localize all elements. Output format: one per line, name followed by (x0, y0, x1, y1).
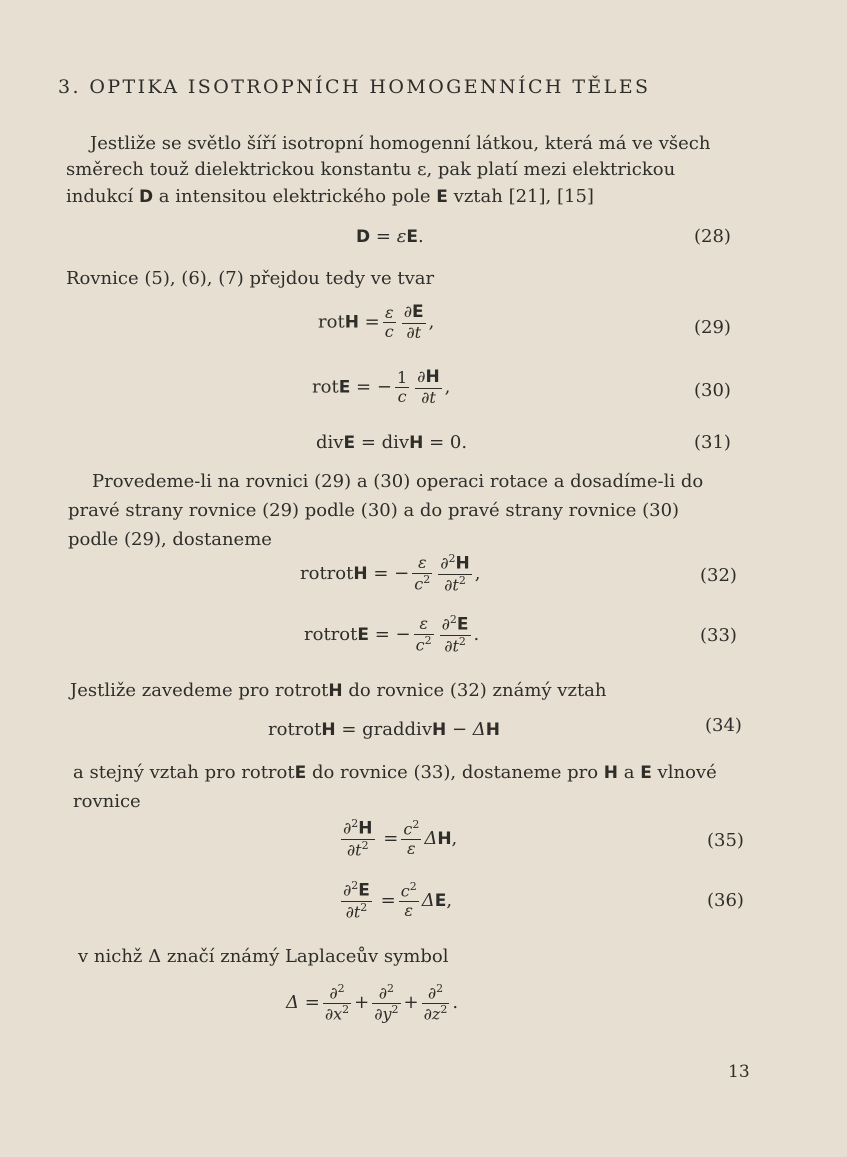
equation-28: D = εE. (356, 226, 424, 247)
paragraph-line: Jestliže zavedeme pro rotrotH do rovnice (32) známý vztah (70, 680, 607, 701)
paragraph-line: indukcí D a intensitou elektrického pole E vztah [21], [15] (66, 186, 594, 207)
equation-label: (29) (694, 317, 731, 338)
equation-label: (35) (707, 830, 744, 851)
equation-32: rotrotH = − $\frac{\varepsilon}{c^2}$ $\frac{\partial^2H}{\partial t^2}$ , (300, 552, 481, 595)
paragraph-line: podle (29), dostaneme (68, 529, 272, 550)
paragraph-line: v nichž Δ značí známý Laplaceův symbol (78, 946, 449, 967)
equation-34: rotrotH = graddivH − ΔH (268, 719, 501, 740)
equation-33: rotrotE = − $\frac{\varepsilon}{c^2}$ $\frac{\partial^2E}{\partial t^2}$ . (304, 613, 480, 656)
equation-label: (36) (707, 890, 744, 911)
paragraph-line: Provedeme-li na rovnici (29) a (30) operaci rotace a dosadíme-li do (92, 471, 704, 492)
equation-36: $\frac{\partial^2E}{\partial t^2}$ = $\frac{c^2}{\varepsilon}$ ΔE, (343, 879, 453, 922)
equation-label: (31) (694, 432, 731, 453)
equation-label: (32) (700, 565, 737, 586)
equation-30: rotE = − $\frac{1}{c}$ $\frac{\partial H}{\partial t}$ , (312, 367, 451, 407)
equation-31: divE = divH = 0. (316, 432, 468, 453)
equation-label: (28) (694, 226, 731, 247)
paragraph-line: rovnice (73, 791, 141, 812)
page-number: 13 (728, 1062, 750, 1082)
equation-label: (33) (700, 625, 737, 646)
equation-label: (30) (694, 380, 731, 401)
paragraph-line: a stejný vztah pro rotrotE do rovnice (33), dostaneme pro H a E vlnové (73, 762, 717, 783)
equation-label: (34) (705, 715, 742, 736)
paragraph-line: pravé strany rovnice (29) podle (30) a do pravé strany rovnice (30) (68, 500, 680, 521)
paragraph-line: směrech touž dielektrickou konstantu ε, pak platí mezi elektrickou (66, 159, 676, 180)
equation-35: $\frac{\partial^2H}{\partial t^2}$ = $\frac{c^2}{\varepsilon}$ ΔH, (343, 817, 458, 860)
paragraph-line: Rovnice (5), (6), (7) přejdou tedy ve tvar (66, 268, 435, 289)
laplace-equation: Δ = $\frac{\partial^2}{\partial x^2}$ + $\frac{\partial^2}{\partial y^2}$ + $\frac{\partial^2}{\partial z^2}$ . (286, 982, 459, 1024)
equation-29: rotH = $\frac{\varepsilon}{c}$ $\frac{\partial E}{\partial t}$ , (318, 302, 435, 342)
paragraph-line: Jestliže se světlo šíří isotropní homogenní látkou, která má ve všech (90, 133, 711, 154)
section-heading: 3. OPTIKA ISOTROPNÍCH HOMOGENNÍCH TĚLES (58, 76, 651, 98)
